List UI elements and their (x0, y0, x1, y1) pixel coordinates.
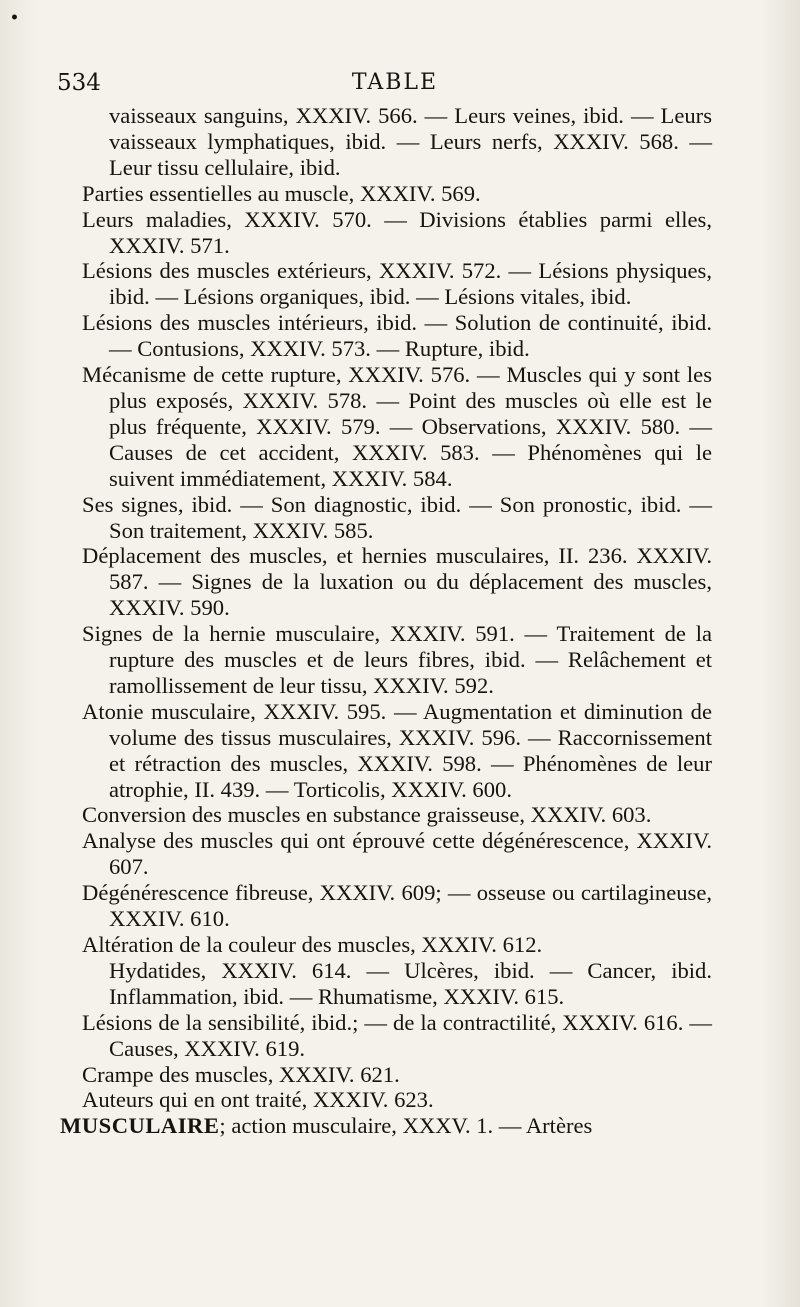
entry-text: ; action musculaire, XXXV. 1. — Artères (219, 1113, 593, 1139)
entry-heading: MUSCULAIRE (60, 1113, 220, 1139)
index-entry: Atonie musculaire, XXXIV. 595. — Augmentation et diminution de volume des tissus musculaires, XXXIV. 596. — Raccornissement et rétraction des muscles, XXXIV. 598. — Phénomènes de leur atrophie, II. 439. — Torticolis, XXXIV. 600. (82, 698, 712, 802)
page-number: 534 (57, 70, 101, 96)
index-entry: Déplacement des muscles, et hernies musculaires, II. 236. XXXIV. 587. — Signes de la luxation ou du déplacement des muscles, XXXIV. 590. (82, 543, 712, 621)
index-entry: Auteurs qui en ont traité, XXXIV. 623. (82, 1087, 434, 1113)
index-entry: Parties essentielles au muscle, XXXIV. 569. (82, 180, 481, 206)
index-entry: Altération de la couleur des muscles, XXXIV. 612. (82, 932, 543, 957)
index-entry: Conversion des muscles en substance graisseuse, XXXIV. 603. (82, 802, 652, 828)
running-title: TABLE (351, 70, 439, 95)
index-entry: Dégénérescence fibreuse, XXXIV. 609; — osseuse ou cartilagineuse, XXXIV. 610. (82, 880, 712, 932)
index-entry: Mécanisme de cette rupture, XXXIV. 576. — Muscles qui y sont les plus exposés, XXXIV. 578. — Point des muscles où elle est le plus fréquente, XXXIV. 579. — Observations, XXXIV. 580. — Causes de cet accident, XXXIV. 583. — Phénomènes qui le suivent immédiatement, XXXIV. 584. (82, 362, 712, 491)
index-body (60, 103, 712, 1139)
index-entry: Lésions des muscles intérieurs, ibid. — Solution de continuité, ibid. — Contusions, XXXIV. 573. — Rupture, ibid. (82, 310, 712, 362)
index-entry: Analyse des muscles qui ont éprouvé cette dégénérescence, XXXIV. 607. (82, 828, 712, 880)
index-entry: Hydatides, XXXIV. 614. — Ulcères, ibid. — Cancer, ibid. Inflammation, ibid. — Rhumatisme, XXXIV. 615. (109, 957, 712, 1009)
index-entry: Lésions de la sensibilité, ibid.; — de la contractilité, XXXIV. 616. — Causes, XXXIV. 619. (82, 1009, 712, 1061)
index-entry: Crampe des muscles, XXXIV. 621. (82, 1061, 400, 1087)
index-entry-musculaire (60, 1113, 712, 1139)
index-entry: vaisseaux sanguins, XXXIV. 566. — Leurs veines, ibid. — Leurs vaisseaux lymphatiques, ibid. — Leurs nerfs, XXXIV. 568. — Leur tissu cellulaire, ibid. (109, 103, 712, 180)
index-entry: Signes de la hernie musculaire, XXXIV. 591. — Traitement de la rupture des muscles et de leurs fibres, ibid. — Relâchement et ramollissement de leur tissu, XXXIV. 592. (82, 621, 712, 698)
index-entry: Leurs maladies, XXXIV. 570. — Divisions établies parmi elles, XXXIV. 571. (82, 206, 712, 258)
index-entry: Lésions des muscles extérieurs, XXXIV. 572. — Lésions physiques, ibid. — Lésions organiques, ibid. — Lésions vitales, ibid. (82, 258, 712, 310)
index-entry: Ses signes, ibid. — Son diagnostic, ibid. — Son pronostic, ibid. — Son traitement, XXXIV. 585. (82, 491, 712, 543)
page-header (55, 70, 735, 104)
corner-mark: • (10, 10, 19, 26)
